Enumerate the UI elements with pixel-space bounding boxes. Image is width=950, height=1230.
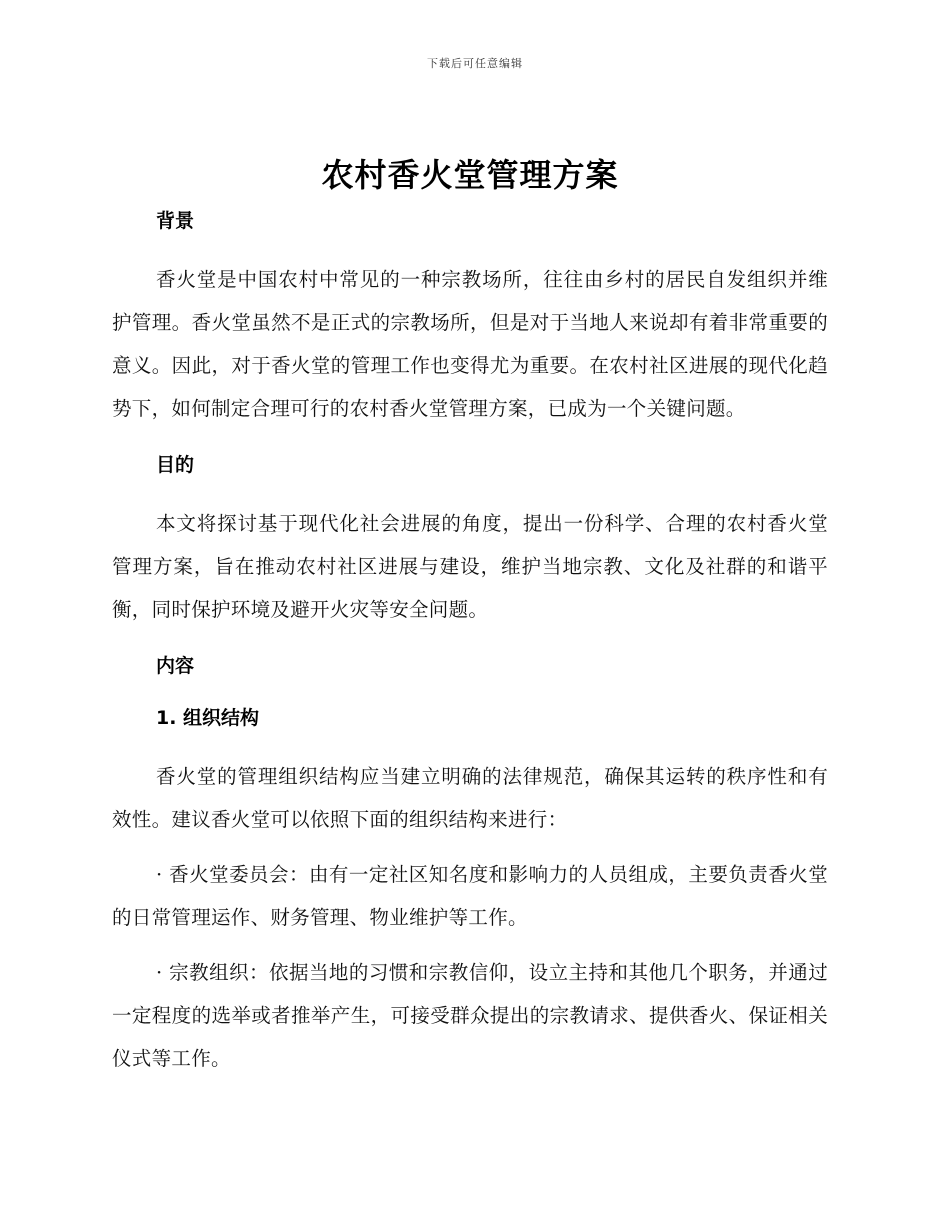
section-heading-purpose: 目的 xyxy=(156,454,195,476)
purpose-paragraph: 本文将探讨基于现代化社会进展的角度，提出一份科学、合理的农村香火堂管理方案，旨在推动农村社区进展与建设，维护当地宗教、文化及社群的和谐平衡，同时保护环境及避开火灾等安全问题。 xyxy=(112,512,828,621)
section-heading-organization: 1. 组织结构 xyxy=(156,707,260,729)
background-paragraph: 香火堂是中国农村中常见的一种宗教场所，往往由乡村的居民自发组织并维护管理。香火堂虽然不是正式的宗教场所，但是对于当地人来说却有着非常重要的意义。因此，对于香火堂的管理工作也变得尤为重要。在农村社区进展的现代化趋势下，如何制定合理可行的农村香火堂管理方案，已成为一个关键问题。 xyxy=(112,268,828,420)
header-note: 下载后可任意编辑 xyxy=(427,57,523,70)
bullet-committee: · 香火堂委员会：由有一定社区知名度和影响力的人员组成，主要负责香火堂的日常管理运作、财务管理、物业维护等工作。 xyxy=(112,863,828,929)
section-heading-background: 背景 xyxy=(156,210,195,232)
organization-paragraph: 香火堂的管理组织结构应当建立明确的法律规范，确保其运转的秩序性和有效性。建议香火堂可以依照下面的组织结构来进行： xyxy=(112,765,828,831)
document-title: 农村香火堂管理方案 xyxy=(321,156,619,194)
document-body xyxy=(112,150,828,1092)
bullet-religious-org: · 宗教组织：依据当地的习惯和宗教信仰，设立主持和其他几个职务，并通过一定程度的选举或者推举产生，可接受群众提出的宗教请求、提供香火、保证相关仪式等工作。 xyxy=(112,961,828,1070)
section-heading-content: 内容 xyxy=(156,655,195,677)
